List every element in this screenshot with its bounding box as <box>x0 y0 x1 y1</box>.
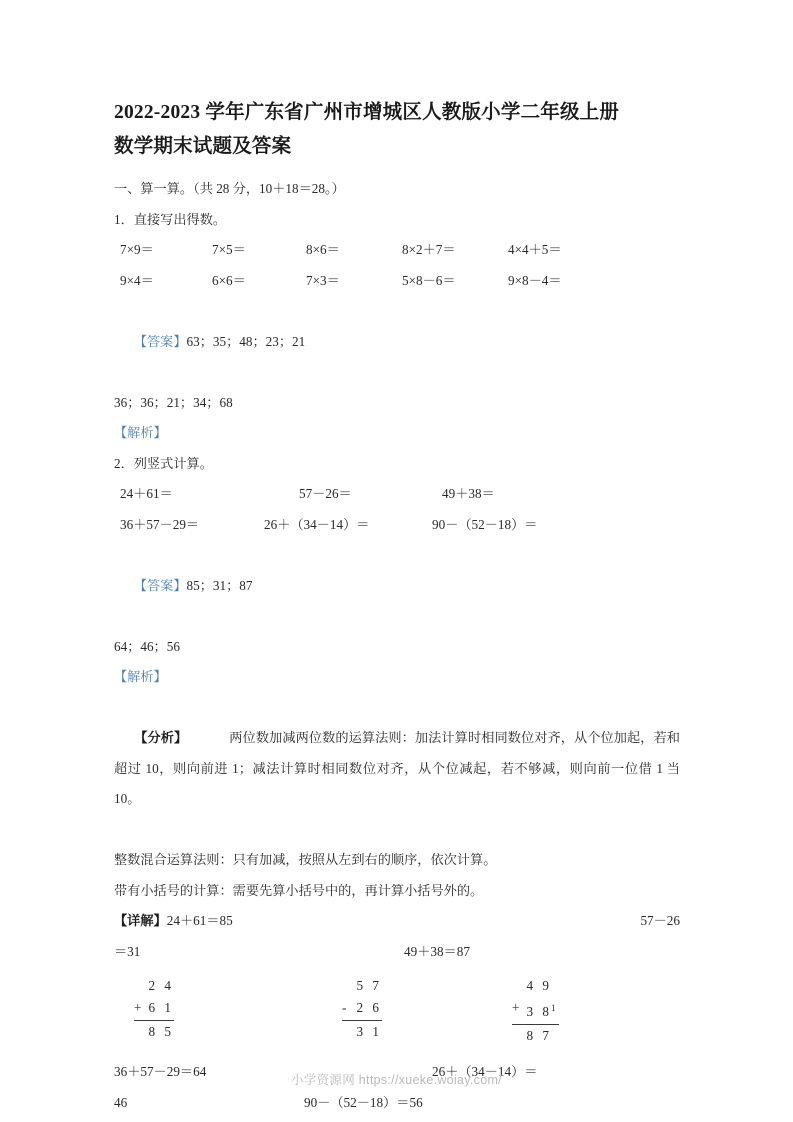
q2-item-1: 24＋61＝ <box>120 486 173 501</box>
question-2-answer-line-1 <box>114 540 680 632</box>
vcalc-1-operand-row <box>134 997 174 1021</box>
question-2-row-2 <box>114 510 680 541</box>
tail-expr-4: 90－（52－18）＝56 <box>304 1094 423 1110</box>
page-title-line-1: 2022-2023 学年广东省广州市增城区人教版小学二年级上册 <box>114 102 620 123</box>
question-1-analysis-tag: 【解析】 <box>114 425 167 440</box>
rule-line-2: 整数混合运算法则：只有加减，按照从左到右的顺序，依次计算。 <box>114 852 497 867</box>
vcalc-2-result: 3 1 <box>356 1024 382 1039</box>
question-1-row-2 <box>114 266 680 297</box>
tail-expr-3: 46 <box>114 1094 128 1110</box>
vcalc-1-top: 2 4 <box>148 978 174 993</box>
vertical-calc-1 <box>134 975 174 1043</box>
detail-tag: 【详解】 <box>114 913 167 928</box>
vcalc-1-operator: + <box>134 1000 144 1015</box>
vcalc-2-bottom: 2 6 <box>356 1000 382 1015</box>
footer-watermark: 小学资源网 https://xueke.woiay.com/ <box>291 1073 502 1087</box>
question-1-row-1 <box>114 235 680 266</box>
question-2-heading: 2．列竖式计算。 <box>114 455 213 471</box>
q1-item-5: 4×4＋5＝ <box>508 242 562 257</box>
tail-expr-1: 36＋57－29＝64 <box>114 1064 207 1079</box>
answer-values-row-1: 63；35；48；23；21 <box>186 333 306 349</box>
q2-item-5: 26＋（34－14）＝ <box>264 516 370 532</box>
question-2-analysis-tag: 【解析】 <box>114 669 167 684</box>
detail-line-1 <box>114 906 680 937</box>
answer-tag: 【答案】 <box>133 577 187 593</box>
q2-item-3: 49＋38＝ <box>442 486 495 501</box>
q1-item-3: 8×6＝ <box>306 242 340 257</box>
vcalc-3-carry-mark: 1 <box>551 1003 558 1013</box>
question-2-answer-line-2: 64；46；56 <box>114 638 180 654</box>
vcalc-3-bottom-value: 3 8 <box>526 1004 552 1020</box>
question-1-answer-line-1 <box>114 296 680 388</box>
detail-expr-3: ＝31 <box>114 943 141 959</box>
rule-line-3: 带有小括号的计算：需要先算小括号中的，再计算小括号外的。 <box>114 882 484 898</box>
q2-item-6: 90－（52－18）＝ <box>432 516 538 532</box>
detail-line-2 <box>114 937 680 968</box>
detail-expr-4: 49＋38＝87 <box>404 943 470 959</box>
document-content <box>114 96 684 1118</box>
question-1-answer-line-2: 36；36；21；34；68 <box>114 394 233 410</box>
analysis-tag: 【分析】 <box>134 730 188 745</box>
vcalc-3-operand-row <box>512 997 559 1025</box>
answer-tag: 【答案】 <box>133 333 187 349</box>
tail-expr-2: 26＋（34－14）＝ <box>432 1064 538 1079</box>
tail-line-2 <box>114 1088 680 1119</box>
section-heading: 一、算一算。（共 28 分，10＋18＝28。） <box>114 181 345 196</box>
q1-item-2: 7×5＝ <box>212 242 246 257</box>
q2-item-4: 36＋57－29＝ <box>120 516 200 532</box>
q1-item-7: 6×6＝ <box>212 272 246 288</box>
question-1-heading: 1．直接写出得数。 <box>114 211 227 227</box>
answer-values-row-1: 85；31；87 <box>186 577 253 593</box>
question-2-row-1 <box>114 479 680 510</box>
vcalc-1-result: 8 5 <box>148 1024 174 1039</box>
page-title-line-2: 数学期末试题及答案 <box>114 136 292 157</box>
vcalc-1-bottom: 6 1 <box>148 1000 174 1015</box>
detail-line-1-left <box>114 906 233 937</box>
vcalc-3-operator: + <box>512 1000 522 1015</box>
q1-item-9: 5×8－6＝ <box>402 272 456 288</box>
q1-item-8: 7×3＝ <box>306 272 340 288</box>
vcalc-3-result: 8 7 <box>526 1028 552 1044</box>
vcalc-2-operator: - <box>342 1000 349 1015</box>
page-title <box>114 96 680 164</box>
detail-expr-2: 57－26 <box>640 913 680 928</box>
vertical-calc-2 <box>342 975 382 1043</box>
q2-item-2: 57－26＝ <box>299 486 352 501</box>
detail-expr-1: 24＋61＝85 <box>166 913 233 928</box>
analysis-body: 两位数加减两位数的运算法则：加法计算时相同数位对齐，从个位加起，若和超过 10，则向前进 1；减法计算时相同数位对齐，从个位减起，若不够减，则向前一位借 1 当 10。 <box>114 730 684 806</box>
analysis-paragraph <box>114 693 684 846</box>
q1-item-10: 9×8－4＝ <box>508 272 562 288</box>
vertical-calc-3 <box>512 975 559 1047</box>
q1-item-1: 7×9＝ <box>120 242 154 257</box>
vcalc-2-top: 5 7 <box>356 978 382 993</box>
vertical-calculations <box>114 975 680 1057</box>
vcalc-3-top: 4 9 <box>526 978 552 993</box>
q1-item-6: 9×4＝ <box>120 272 154 288</box>
q1-item-4: 8×2＋7＝ <box>402 242 456 257</box>
vcalc-2-operand-row <box>342 997 382 1021</box>
